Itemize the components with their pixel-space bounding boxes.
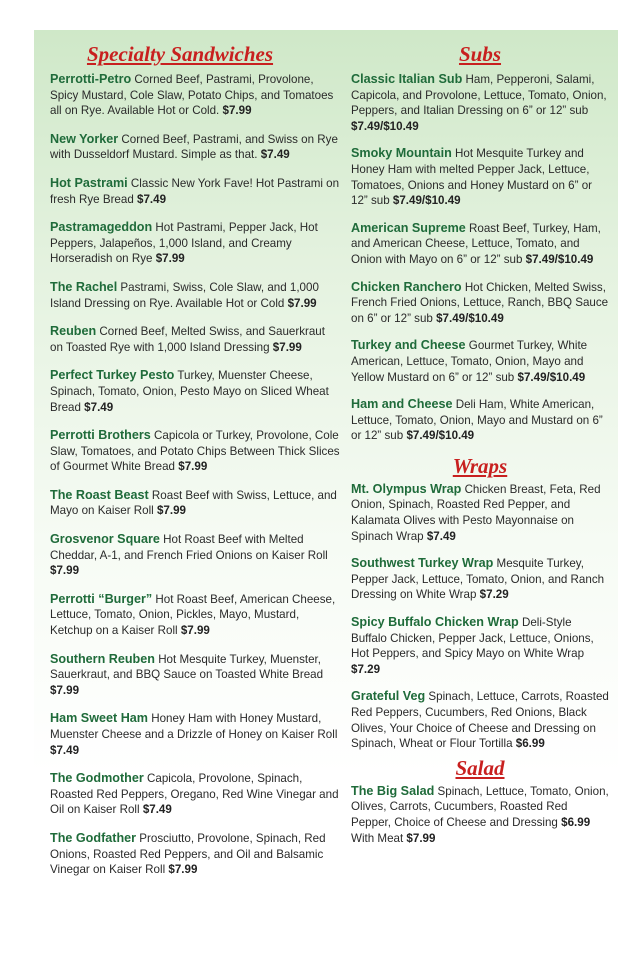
menu-item <box>351 615 609 677</box>
item-name: The Godmother <box>50 771 144 786</box>
item-name: Smoky Mountain <box>351 146 452 161</box>
item-description: Roast Beef with Swiss, Lettuce, and Mayo on Kaiser Roll <box>50 488 337 518</box>
menu-item <box>50 831 340 878</box>
item-name: Ham Sweet Ham <box>50 711 148 726</box>
menu-item <box>50 532 340 579</box>
item-price: $7.99 <box>222 104 252 118</box>
item-description: Turkey, Muenster Cheese, Spinach, Tomato, Onion, Pesto Mayo on Sliced Wheat Bread <box>50 369 329 414</box>
item-price: $7.49 <box>84 400 114 414</box>
item-description: Deli Ham, White American, Lettuce, Tomato, Onion, Mayo and Mustard on 6” or 12” sub <box>351 398 603 443</box>
menu-item <box>351 72 609 134</box>
menu-item <box>351 338 609 385</box>
menu-item <box>50 280 340 311</box>
item-price: $6.99 <box>561 815 591 829</box>
menu-item <box>351 221 609 268</box>
item-description: Hot Mesquite Turkey and Honey Ham with melted Pepper Jack, Lettuce, Tomatoes, Onions and Honey Mustard on 6” or 12” sub <box>351 147 593 208</box>
item-description: Deli-Style Buffalo Chicken, Pepper Jack, Lettuce, Onions, Hot Peppers, and Spicy Mayo on White Wrap <box>351 616 594 661</box>
item-name: Grosvenor Square <box>50 532 160 547</box>
item-price: $7.99 <box>287 296 317 310</box>
menu-item <box>50 428 340 475</box>
item-price: $7.99 <box>178 460 208 474</box>
menu-item <box>50 220 340 267</box>
item-price: $7.49 <box>142 803 172 817</box>
item-price: $7.49/$10.49 <box>351 119 419 133</box>
item-description: Corned Beef, Melted Swiss, and Sauerkraut on Toasted Rye with 1,000 Island Dressing <box>50 325 325 354</box>
item-name: The Roast Beast <box>50 487 149 502</box>
menu-item <box>50 368 340 415</box>
left-column <box>50 42 340 878</box>
item-price: $7.99 <box>272 340 302 354</box>
item-extra: With Meat <box>351 831 404 845</box>
item-price: $7.49/$10.49 <box>525 252 594 266</box>
item-extra-price: $7.99 <box>406 831 436 845</box>
item-price: $7.29 <box>351 662 381 676</box>
item-name: Ham and Cheese <box>351 397 453 412</box>
item-name: Grateful Veg <box>351 689 426 704</box>
item-name: Southwest Turkey Wrap <box>351 556 494 571</box>
menu-item <box>50 132 340 163</box>
menu-item <box>351 784 609 846</box>
menu-item <box>50 771 340 818</box>
item-name: Classic Italian Sub <box>351 72 463 86</box>
item-name: New Yorker <box>50 131 119 146</box>
item-price: $7.99 <box>180 624 210 638</box>
menu-item <box>50 72 340 119</box>
item-description: Capicola, Provolone, Spinach, Roasted Red Peppers, Oregano, Red Wine Vinegar and Oil on Kaiser Roll <box>50 772 339 817</box>
item-description: Honey Ham with Honey Mustard, Muenster Cheese and a Drizzle of Honey on Kaiser Roll <box>50 712 338 741</box>
item-name: The Rachel <box>50 279 118 294</box>
item-description: Spinach, Lettuce, Tomato, Onion, Olives, Carrots, Cucumbers, Roasted Red Pepper, Choice of Cheese and Dressing <box>351 784 609 829</box>
item-name: Chicken Ranchero <box>351 279 462 294</box>
item-description: Prosciutto, Provolone, Spinach, Red Onions, Roasted Red Peppers, and Oil and Balsamic Vinegar on Kaiser Roll <box>50 831 326 877</box>
menu-item <box>50 324 340 355</box>
item-name: Perrotti Brothers <box>50 428 151 443</box>
item-price: $7.49 <box>137 192 167 206</box>
item-price: $7.99 <box>156 504 186 518</box>
item-name: Turkey and Cheese <box>351 338 466 353</box>
menu-item <box>351 482 609 544</box>
item-price: $7.49/$10.49 <box>392 194 461 208</box>
menu-page <box>34 30 618 960</box>
item-description: Hot Roast Beef, American Cheese, Lettuce, Tomato, Onion, Pickles, Mayo, Mustard, Ketchup on a Kaiser Roll <box>50 592 336 638</box>
item-price: $7.29 <box>479 588 509 602</box>
item-name: Mt. Olympus Wrap <box>351 481 462 496</box>
item-description: Corned Beef, Pastrami, and Swiss on Rye with Dusseldorf Mustard. Simple as that. <box>50 132 338 162</box>
item-description: Mesquite Turkey, Pepper Jack, Lettuce, Tomato, Onion, and Ranch Dressing on White Wrap <box>351 557 605 602</box>
item-price: $6.99 <box>515 737 545 751</box>
item-name: Perfect Turkey Pesto <box>50 368 175 383</box>
item-price: $7.99 <box>50 683 80 697</box>
item-name: Hot Pastrami <box>50 175 128 190</box>
item-price: $7.49/$10.49 <box>436 311 504 325</box>
wraps-heading: Wraps <box>452 453 508 478</box>
menu-item <box>351 397 609 444</box>
item-description: Classic New York Fave! Hot Pastrami on fresh Rye Bread <box>50 176 340 206</box>
item-description: Roast Beef, Turkey, Ham, and American Cheese, Lettuce, Tomato, and Onion with Mayo on 6” or 12” sub <box>351 221 601 266</box>
item-description: Capicola or Turkey, Provolone, Cole Slaw, Tomatoes, and Potato Chips Between Thick Slices of Gourmet White Bread <box>50 429 340 474</box>
item-description: Chicken Breast, Feta, Red Onion, Spinach, Roasted Red Pepper, and Kalamata Olives with Pesto Mayonnaise on Spinach Wrap <box>351 482 601 543</box>
item-price: $7.49/$10.49 <box>406 429 475 443</box>
item-description: Hot Pastrami, Pepper Jack, Hot Peppers, Jalapeños, 1,000 Island, and Creamy Horseradish on Rye <box>50 221 318 266</box>
menu-item <box>351 280 609 327</box>
menu-item <box>351 146 609 208</box>
item-price: $7.99 <box>155 252 185 266</box>
item-name: Perrotti-Petro <box>50 72 132 86</box>
menu-item <box>50 592 340 639</box>
item-description: Ham, Pepperoni, Salami, Capicola, and Provolone, Lettuce, Tomato, Onion, Peppers, and Italian Dressing on 6” or 12” sub <box>351 73 607 118</box>
item-name: The Godfather <box>50 830 137 845</box>
item-name: Spicy Buffalo Chicken Wrap <box>351 615 519 630</box>
item-price: $7.49 <box>50 743 80 757</box>
menu-item <box>50 176 340 207</box>
item-description: Hot Mesquite Turkey, Muenster, Sauerkraut, and BBQ Sauce on Toasted White Bread <box>50 652 324 682</box>
item-name: The Big Salad <box>351 783 435 798</box>
specialty-sandwiches-heading: Specialty Sandwiches <box>86 42 274 66</box>
salad-heading: Salad <box>455 755 505 780</box>
subs-heading: Subs <box>458 42 502 66</box>
item-price: $7.49/$10.49 <box>517 370 586 384</box>
menu-item <box>351 689 609 751</box>
item-name: Pastramageddon <box>50 220 153 235</box>
item-price: $7.99 <box>168 863 198 877</box>
item-description: Gourmet Turkey, White American, Lettuce, Tomato, Onion, Mayo and Yellow Mustard on 6” or 12” sub <box>351 339 588 384</box>
right-column <box>351 42 609 846</box>
item-name: Perrotti “Burger” <box>50 591 153 606</box>
menu-item <box>351 556 609 603</box>
item-name: Southern Reuben <box>50 651 155 666</box>
item-price: $7.49 <box>260 148 290 162</box>
item-description: Corned Beef, Pastrami, Provolone, Spicy Mustard, Cole Slaw, Potato Chips, and Tomatoes all on Rye. Available Hot or Cold. <box>50 73 334 118</box>
item-description: Spinach, Lettuce, Carrots, Roasted Red Peppers, Cucumbers, Red Onions, Black Olives, Your Choice of Cheese and Dressing on Spinach, Wheat or Flour Tortilla <box>351 690 609 751</box>
item-name: American Supreme <box>351 220 466 235</box>
item-description: Hot Chicken, Melted Swiss, French Fried Onions, Lettuce, Ranch, BBQ Sauce on 6” or 12” sub <box>351 280 609 325</box>
item-description: Pastrami, Swiss, Cole Slaw, and 1,000 Island Dressing on Rye. Available Hot or Cold <box>50 280 319 310</box>
item-price: $7.99 <box>50 564 80 578</box>
menu-item <box>50 488 340 519</box>
item-name: Reuben <box>50 324 97 339</box>
menu-item <box>50 711 340 758</box>
item-price: $7.49 <box>426 529 456 543</box>
menu-item <box>50 652 340 699</box>
item-description: Hot Roast Beef with Melted Cheddar, A-1, and French Fried Onions on Kaiser Roll <box>50 533 328 562</box>
